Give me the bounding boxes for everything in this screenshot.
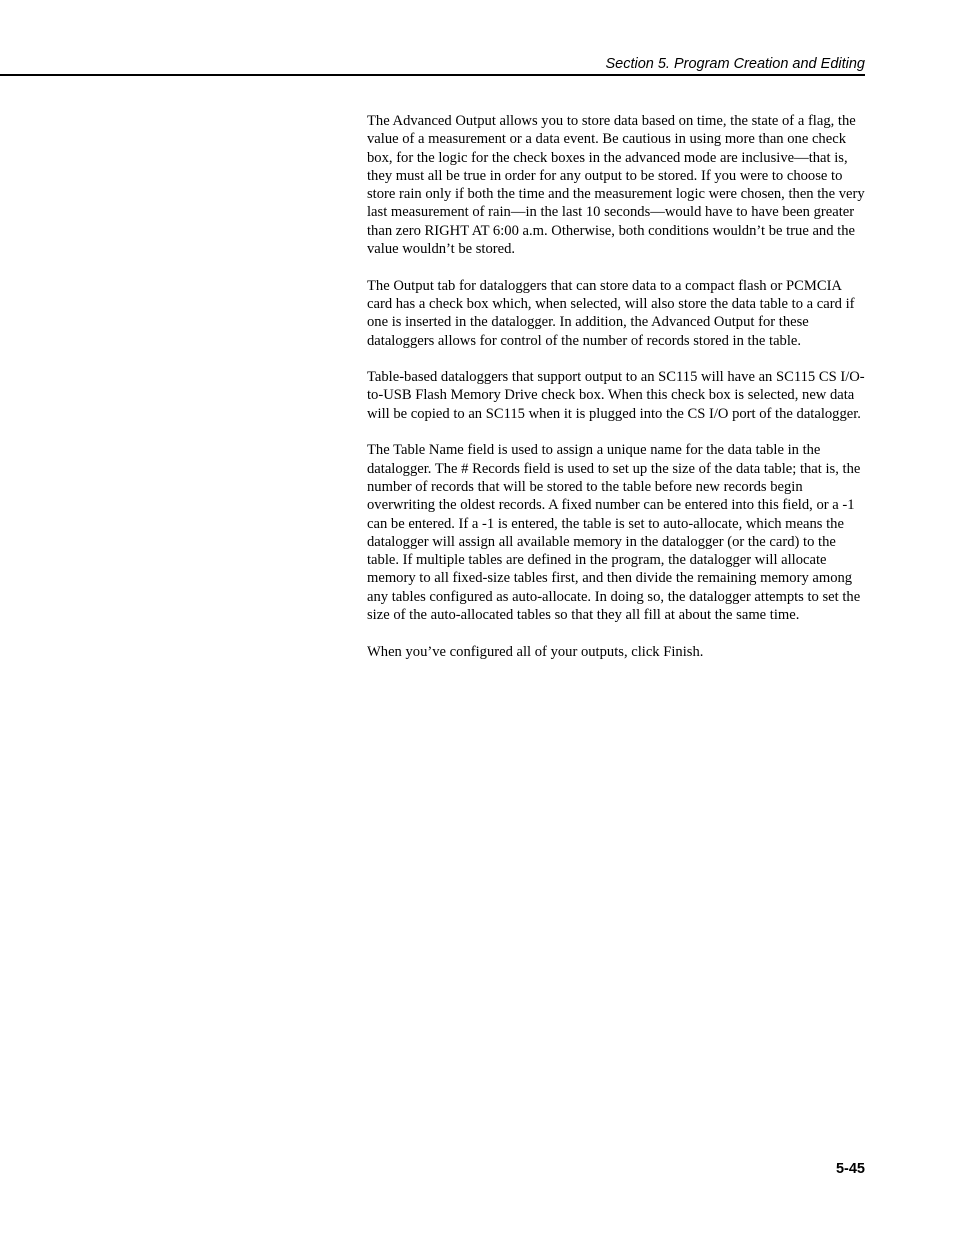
page-header [0, 0, 865, 76]
page-number: 5-45 [835, 1161, 865, 1177]
paragraph-advanced-output: The Advanced Output allows you to store data based on time, the state of a flag, the value of a measurement or a data event. Be cautious in using more than one check box, for the logic for the check boxes in the advanced mode are inclusive—that is, they must all be true in order for any output to be stored. If you were to choose to store rain only if both the time and the measurement logic were chosen, then the very last measurement of rain—in the last 10 seconds—would have to have been greater than zero RIGHT AT 6:00 a.m. Otherwise, both conditions wouldn’t be true and the value wouldn’t be stored. [367, 113, 865, 258]
paragraph-output-tab: The Output tab for dataloggers that can store data to a compact flash or PCMCIA card has a check box which, when selected, will also store the data table to a card if one is inserted in the datalogger. In addition, the Advanced Output for these dataloggers allows for control of the number of records stored in the table. [367, 277, 855, 349]
header-rule [0, 74, 865, 76]
paragraph-sc115: Table-based dataloggers that support output to an SC115 will have an SC115 CS I/O-to-USB Flash Memory Drive check box. When this check box is selected, new data will be copied to an SC115 when it is plugged into the CS I/O port of the datalogger. [367, 369, 865, 422]
section-title: Section 5. Program Creation and Editing [605, 56, 865, 72]
paragraph-table-name: The Table Name field is used to assign a unique name for the data table in the datalogger. The # Records field is used to set up the size of the data table; that is, the number of records that will be stored to the table before new records begin overwriting the oldest records. A fixed number can be entered into this field, or a -1 can be entered. If a -1 is entered, the table is set to auto-allocate, which means the datalogger will assign all available memory in the datalogger (or the card) to the table. If multiple tables are defined in the program, the datalogger will allocate memory to all fixed-size tables first, and then divide the remaining memory among any tables configured as auto-allocate. In doing so, the datalogger attempts to set the size of the auto-allocated tables so that they all fill at about the same time. [367, 442, 861, 624]
paragraph-finish: When you’ve configured all of your outputs, click Finish. [367, 643, 704, 660]
body-text [367, 112, 865, 679]
